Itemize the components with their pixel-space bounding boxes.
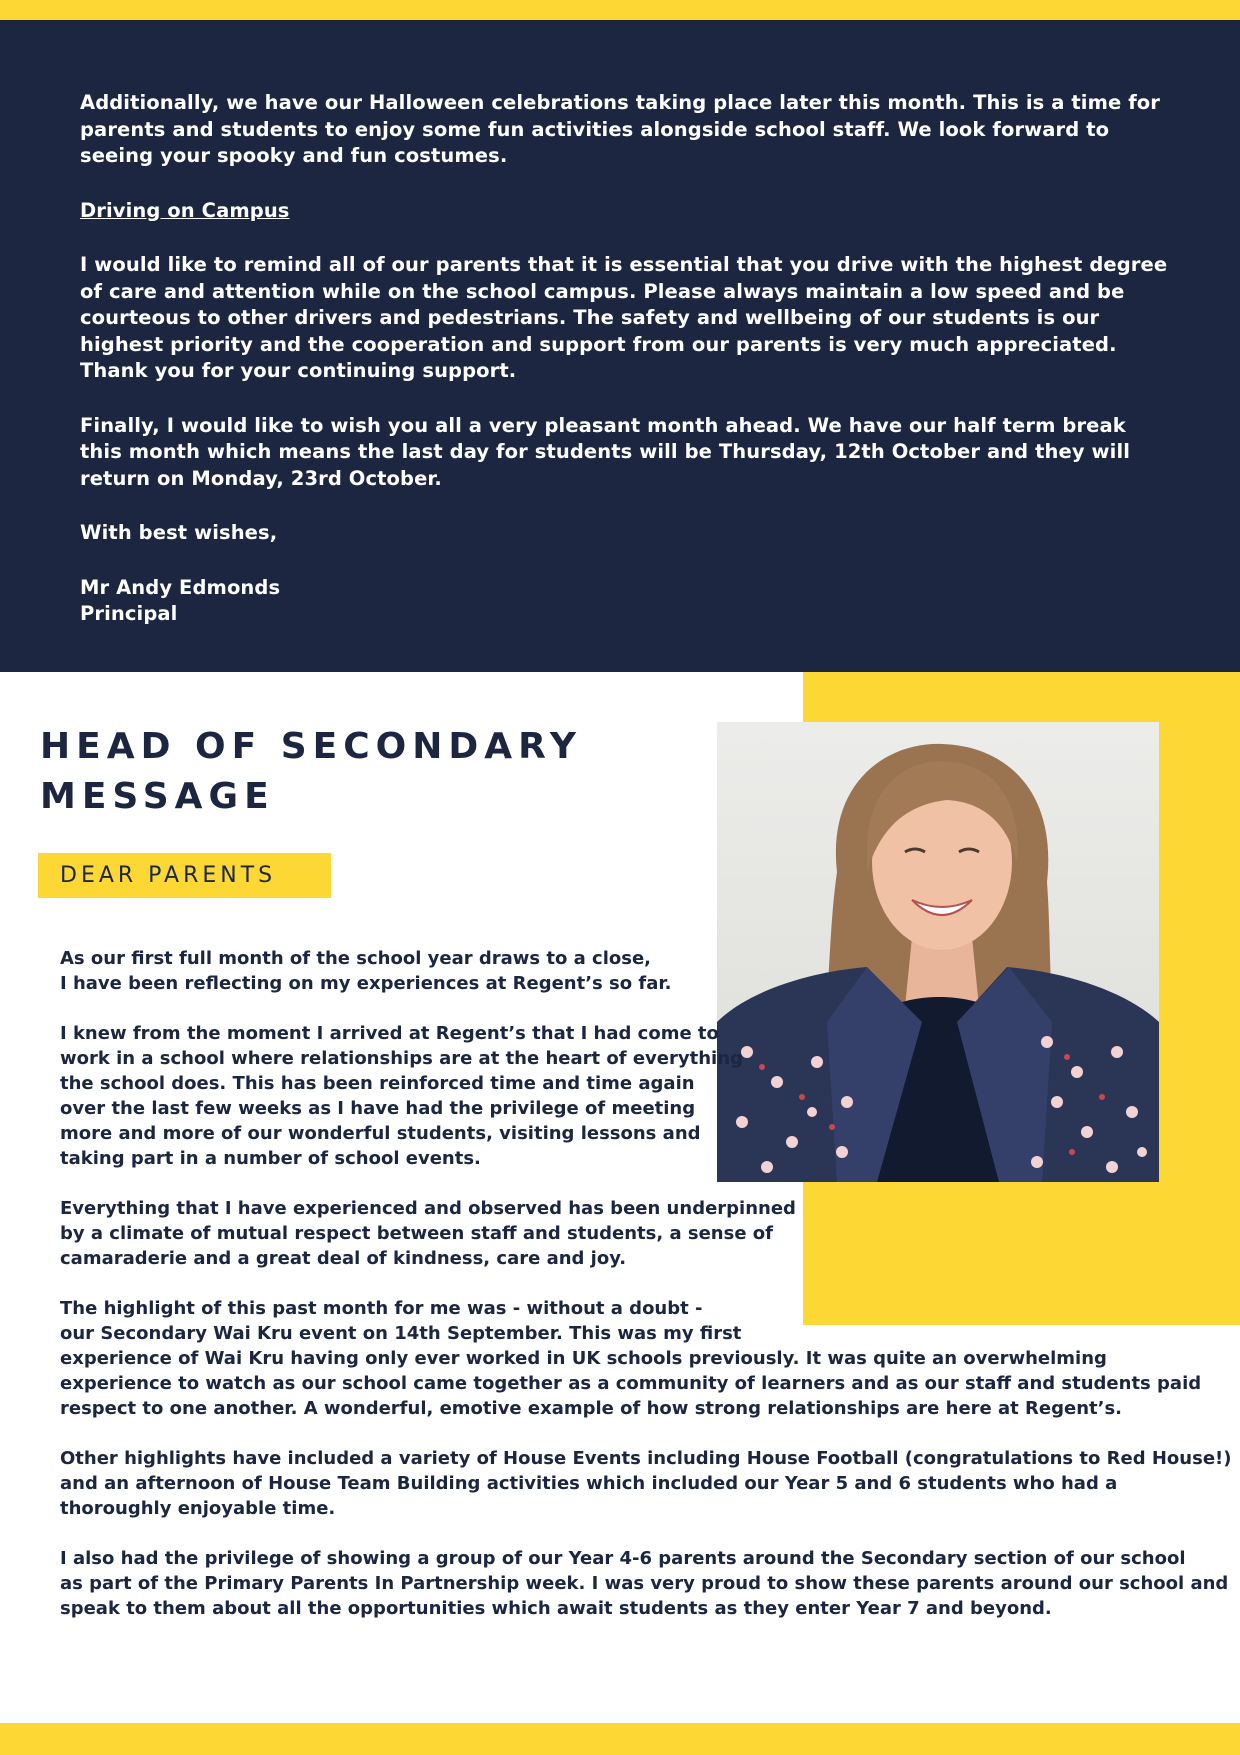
text-line: thoroughly enjoyable time. bbox=[60, 1498, 336, 1519]
paragraph-house-events bbox=[60, 1446, 1232, 1521]
principal-letter-body bbox=[80, 90, 1170, 628]
text-line: As our first full month of the school year draws to a close, bbox=[60, 948, 652, 969]
text-line: I also had the privilege of showing a group of our Year 4-6 parents around the Secondary section of our school bbox=[60, 1548, 1186, 1569]
text-line: taking part in a number of school events. bbox=[60, 1148, 481, 1169]
salutation-box bbox=[38, 853, 331, 898]
signer-name: Mr Andy Edmonds bbox=[80, 575, 281, 599]
principal-letter-section bbox=[0, 20, 1240, 672]
salutation-text: DEAR PARENTS bbox=[60, 863, 277, 888]
text-line: the school does. This has been reinforced time and time again bbox=[60, 1073, 695, 1094]
paragraph-respect bbox=[60, 1196, 1170, 1271]
text-line: The highlight of this past month for me was - without a doubt - bbox=[60, 1298, 703, 1319]
text-line: by a climate of mutual respect between staff and students, a sense of bbox=[60, 1223, 774, 1244]
bottom-yellow-band bbox=[0, 1723, 1240, 1755]
text-line: and an afternoon of House Team Building activities which included our Year 5 and 6 students who had a bbox=[60, 1473, 1118, 1494]
text-line: as part of the Primary Parents In Partnership week. I was very proud to show these parents around our school and bbox=[60, 1573, 1229, 1594]
top-yellow-band bbox=[0, 0, 1240, 20]
text-line: our Secondary Wai Kru event on 14th September. This was my first bbox=[60, 1323, 742, 1344]
driving-heading-text: Driving on Campus bbox=[80, 198, 290, 222]
text-line: work in a school where relationships are at the heart of everything bbox=[60, 1048, 743, 1069]
paragraph-wai-kru bbox=[60, 1296, 1202, 1421]
driving-heading bbox=[80, 198, 1170, 225]
half-term-paragraph: Finally, I would like to wish you all a very pleasant month ahead. We have our half term break this month which means the last day for students will be Thursday, 12th October and they will return on Monday, 23rd October. bbox=[80, 413, 1131, 490]
text-line: more and more of our wonderful students, visiting lessons and bbox=[60, 1123, 701, 1144]
text-line: I have been reflecting on my experiences at Regent’s so far. bbox=[60, 973, 672, 994]
halloween-paragraph: Additionally, we have our Halloween celebrations taking place later this month. This is a time for parents and students to enjoy some fun activities alongside school staff. We look forward to seeing your spooky and fun costumes. bbox=[80, 91, 1161, 167]
signer-title: Principal bbox=[80, 602, 178, 625]
text-line: I knew from the moment I arrived at Regent’s that I had come to bbox=[60, 1023, 719, 1044]
title-line-2: MESSAGE bbox=[40, 776, 275, 817]
text-line: Everything that I have experienced and observed has been underpinned bbox=[60, 1198, 796, 1219]
text-line: Other highlights have included a variety of House Events including House Football (congratulations to Red House!) bbox=[60, 1448, 1232, 1469]
text-line: experience of Wai Kru having only ever worked in UK schools previously. It was quite an overwhelming bbox=[60, 1348, 1107, 1369]
secondary-message-body bbox=[60, 946, 1232, 1646]
text-line: over the last few weeks as I have had the privilege of meeting bbox=[60, 1098, 696, 1119]
text-line: camaraderie and a great deal of kindness, care and joy. bbox=[60, 1248, 627, 1269]
paragraph-parents-tour bbox=[60, 1546, 1229, 1621]
text-line: experience to watch as our school came together as a community of learners and as our staff and students paid bbox=[60, 1373, 1202, 1394]
paragraph-reflecting bbox=[60, 946, 1170, 996]
head-of-secondary-title bbox=[40, 722, 600, 822]
title-line-1: HEAD OF SECONDARY bbox=[40, 726, 582, 767]
paragraph-relationships bbox=[60, 1021, 1170, 1171]
text-line: speak to them about all the opportunities which await students as they enter Year 7 and beyond. bbox=[60, 1598, 1052, 1619]
driving-paragraph: I would like to remind all of our parents that it is essential that you drive with the highest degree of care and attention while on the school campus. Please always maintain a low speed and be courteous to other drivers and pedestrians. The safety and wellbeing of our students is our highest priority and the cooperation and support from our parents is very much appreciated. Thank you for your continuing support. bbox=[80, 253, 1168, 382]
text-line: respect to one another. A wonderful, emotive example of how strong relationships are here at Regent’s. bbox=[60, 1398, 1122, 1419]
sign-off: With best wishes, bbox=[80, 521, 278, 544]
